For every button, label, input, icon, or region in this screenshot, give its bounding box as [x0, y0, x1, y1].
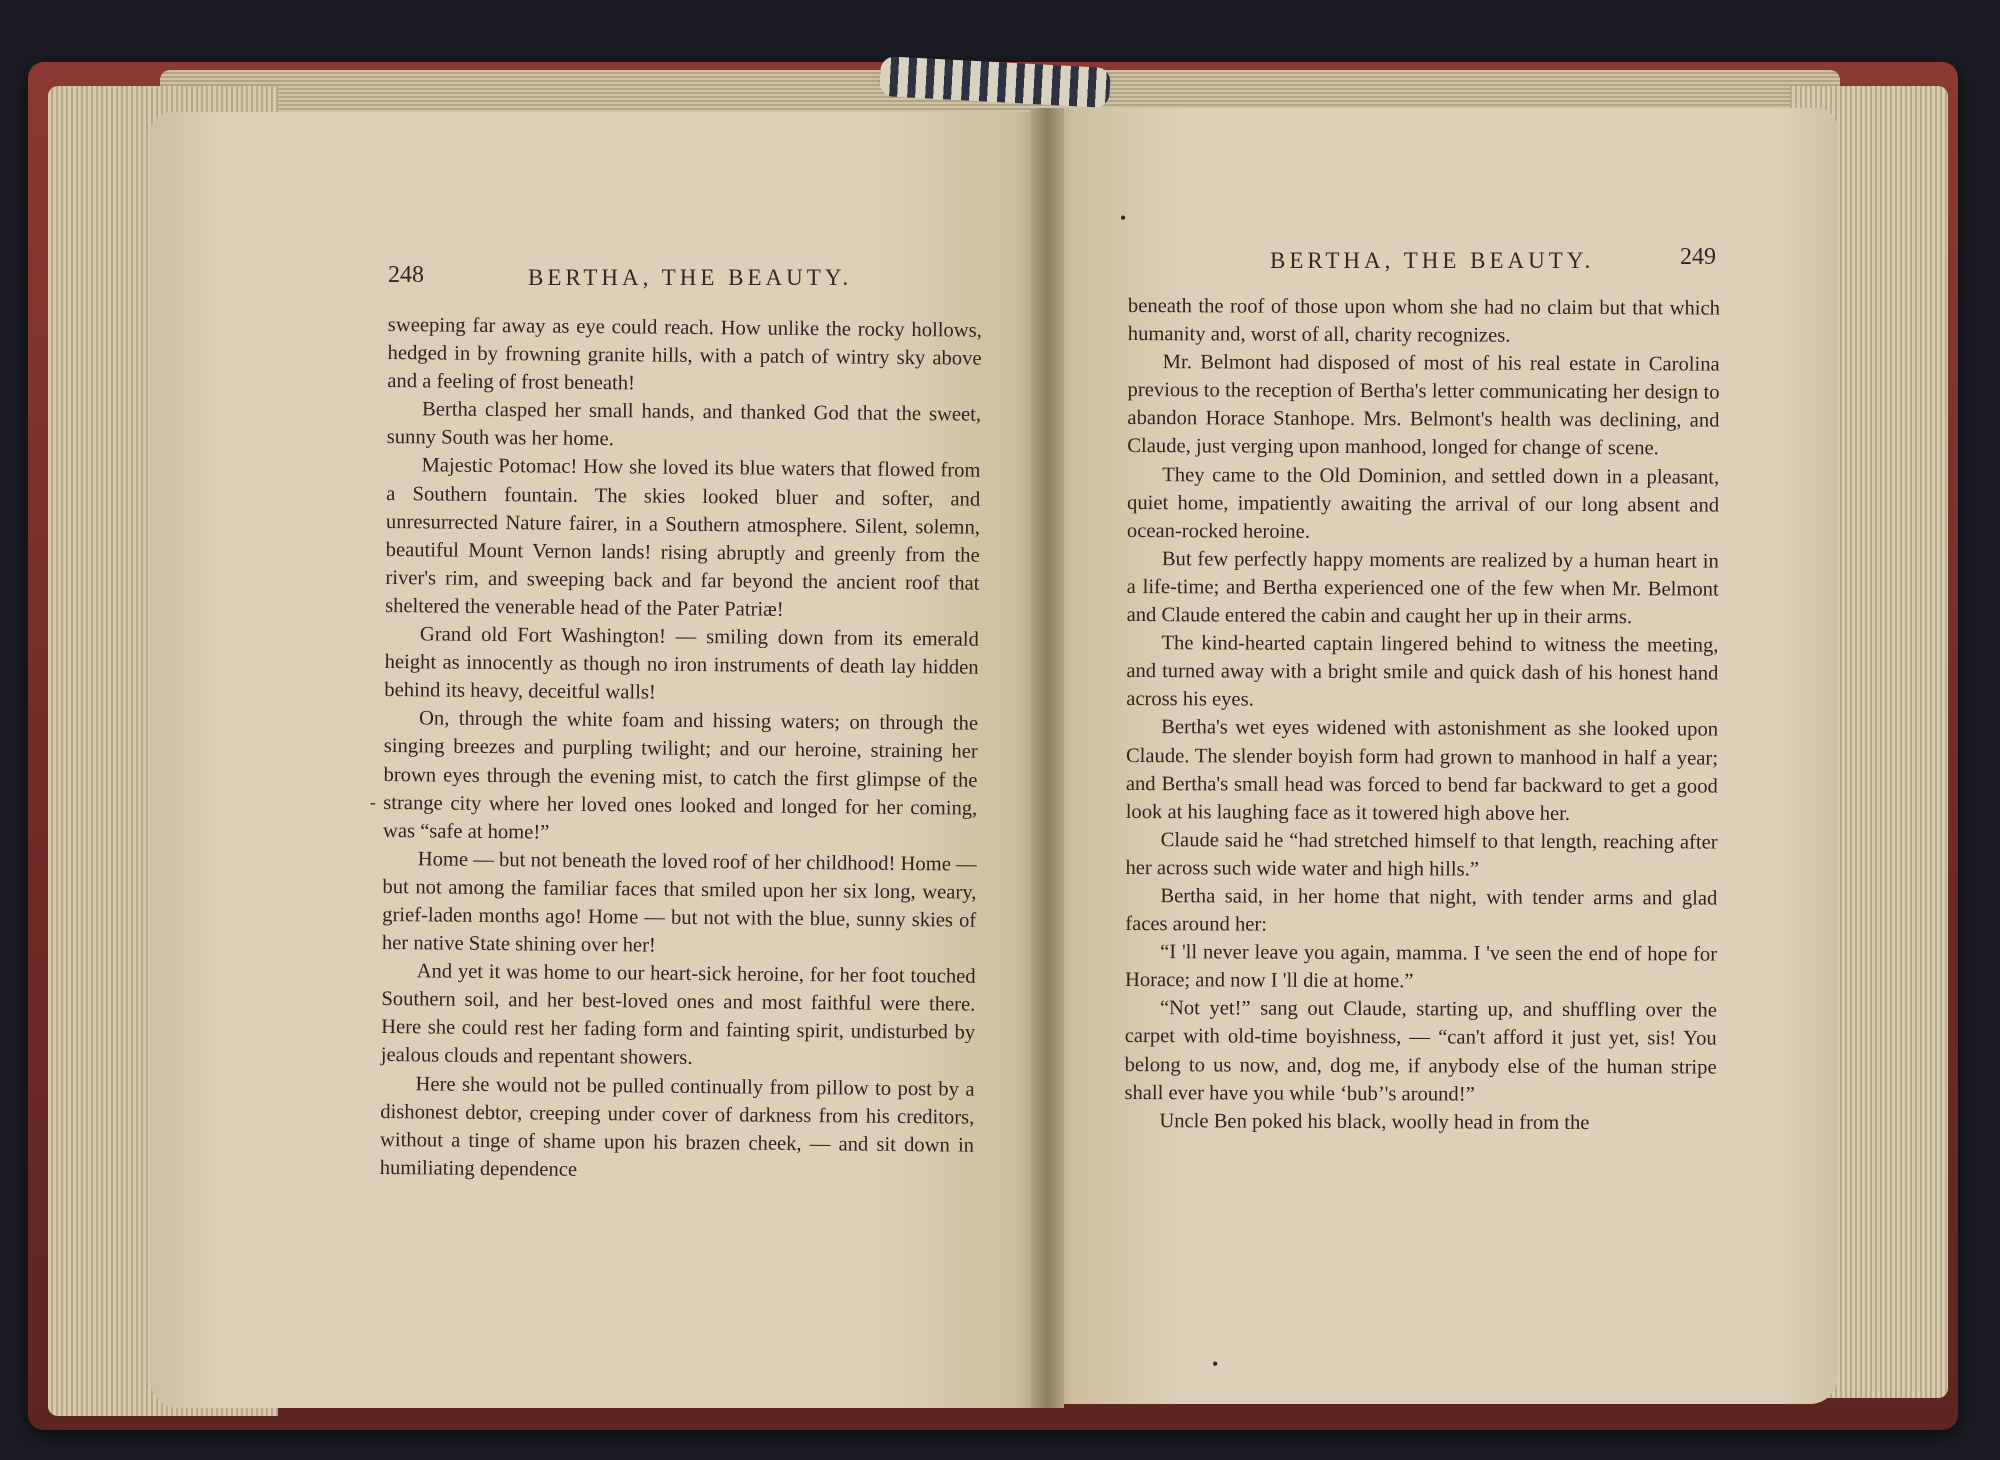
paragraph: Bertha said, in her home that night, with tender arms and glad faces around her:: [1125, 885, 1718, 936]
paragraph: Home — but not beneath the loved roof of her childhood! Home — but not among the familiar faces that smiled upon her six long, weary, grief-laden months ago! Home — but not with the blue, sunny skies of her native State shining over her!: [381, 848, 977, 957]
paragraph: Bertha's wet eyes widened with astonishment as she looked upon Claude. The slender boyish form had grown to manhood in half a year; and Bertha's small head was forced to bend far backward to get a good look at his laughing face as it towered high above her.: [1125, 716, 1719, 825]
paragraph: Mr. Belmont had disposed of most of his real estate in Carolina previous to the reception of Bertha's letter communicating her design to abandon Horace Stanhope. Mrs. Belmont's health was declining, and Claude, just verging upon manhood, longed for change of scene.: [1127, 351, 1720, 460]
margin-mark: -: [370, 792, 376, 812]
paragraph: But few perfectly happy moments are realized by a human heart in a life-time; and Bertha experienced one of the few when Mr. Belmont and Claude entered the cabin and caught her up in their arms.: [1126, 547, 1719, 629]
book-gutter: [1030, 108, 1064, 1408]
right-page-number: 249: [1680, 244, 1716, 270]
paragraph: “Not yet!” sang out Claude, starting up, and shuffling over the carpet with old-time boyishness, — “can't afford it just yet, sis! You belong to us now, and, dog me, if anybody else of the human stripe shall ever have you while ‘bub’'s around!”: [1124, 997, 1717, 1106]
paragraph: The kind-hearted captain lingered behind to witness the meeting, and turned away with a bright smile and quick dash of his honest hand across his eyes.: [1126, 632, 1719, 711]
paragraph: Claude said he “had stretched himself to that length, reaching after her across such wide water and high hills.”: [1125, 828, 1718, 881]
left-running-head: BERTHA, THE BEAUTY.: [528, 265, 853, 290]
paragraph: sweeping far away as eye could reach. How unlike the rocky hollows, hedged in by frowning granite hills, with a patch of wintry sky above and a feeling of frost beneath!: [387, 313, 982, 395]
paragraph: Majestic Potomac! How she loved its blue waters that flowed from a Southern fountain. The skies looked bluer and softer, and unresurrected Nature fairer, in a Southern atmosphere. Silent, solemn, beautiful Mount Vernon lands! rising abruptly and greenly from the river's rim, and sweeping back and far beyond the ancient roof that sheltered the venerable head of the Pater Patriæ!: [385, 454, 981, 621]
left-page-number: 248: [388, 262, 424, 288]
paragraph: Grand old Fort Washington! — smiling down from its emerald height as innocently as though no iron instruments of death lay hidden behind its heavy, deceitful walls!: [384, 623, 979, 704]
paragraph: Here she would not be pulled continually from pillow to post by a dishonest debtor, creeping under cover of darkness from his creditors, without a tinge of shame upon his brazen cheek, — and sit down in humiliating dependence: [379, 1072, 975, 1181]
paragraph: Bertha clasped her small hands, and thanked God that the sweet, sunny South was her home.: [386, 398, 982, 451]
left-page-text: [380, 311, 982, 1188]
right-running-head: BERTHA, THE BEAUTY.: [1270, 248, 1595, 273]
paragraph: And yet it was home to our heart-sick heroine, for her foot touched Southern soil, and her best-loved ones and most faithful were there. Here she could rest her fading form and fainting spirit, undisturbed by jealous clouds and repentant showers.: [380, 960, 976, 1070]
ink-dot: •: [1120, 208, 1127, 228]
paragraph: They came to the Old Dominion, and settled down in a pleasant, quiet home, impatiently awaiting the arrival of our long absent and ocean-rocked heroine.: [1126, 463, 1720, 543]
paragraph: beneath the roof of those upon whom she had no claim but that which humanity and, worst of all, charity recognizes.: [1127, 294, 1720, 347]
paragraph: On, through the white foam and hissing waters; on through the singing breezes and purpling twilight; and our heroine, straining her brown eyes through the evening mist, to catch the first glimpse of the strange city where her loved ones looked and longed for her coming, was “safe at home!”: [382, 707, 979, 844]
ink-dot: •: [1212, 1354, 1219, 1374]
paragraph: “I 'll never leave you again, mamma. I 've seen the end of hope for Horace; and now I 'll die at home.”: [1124, 941, 1718, 993]
right-page-text: [1124, 292, 1720, 1137]
paragraph: Uncle Ben poked his black, woolly head in from the: [1159, 1109, 1590, 1134]
